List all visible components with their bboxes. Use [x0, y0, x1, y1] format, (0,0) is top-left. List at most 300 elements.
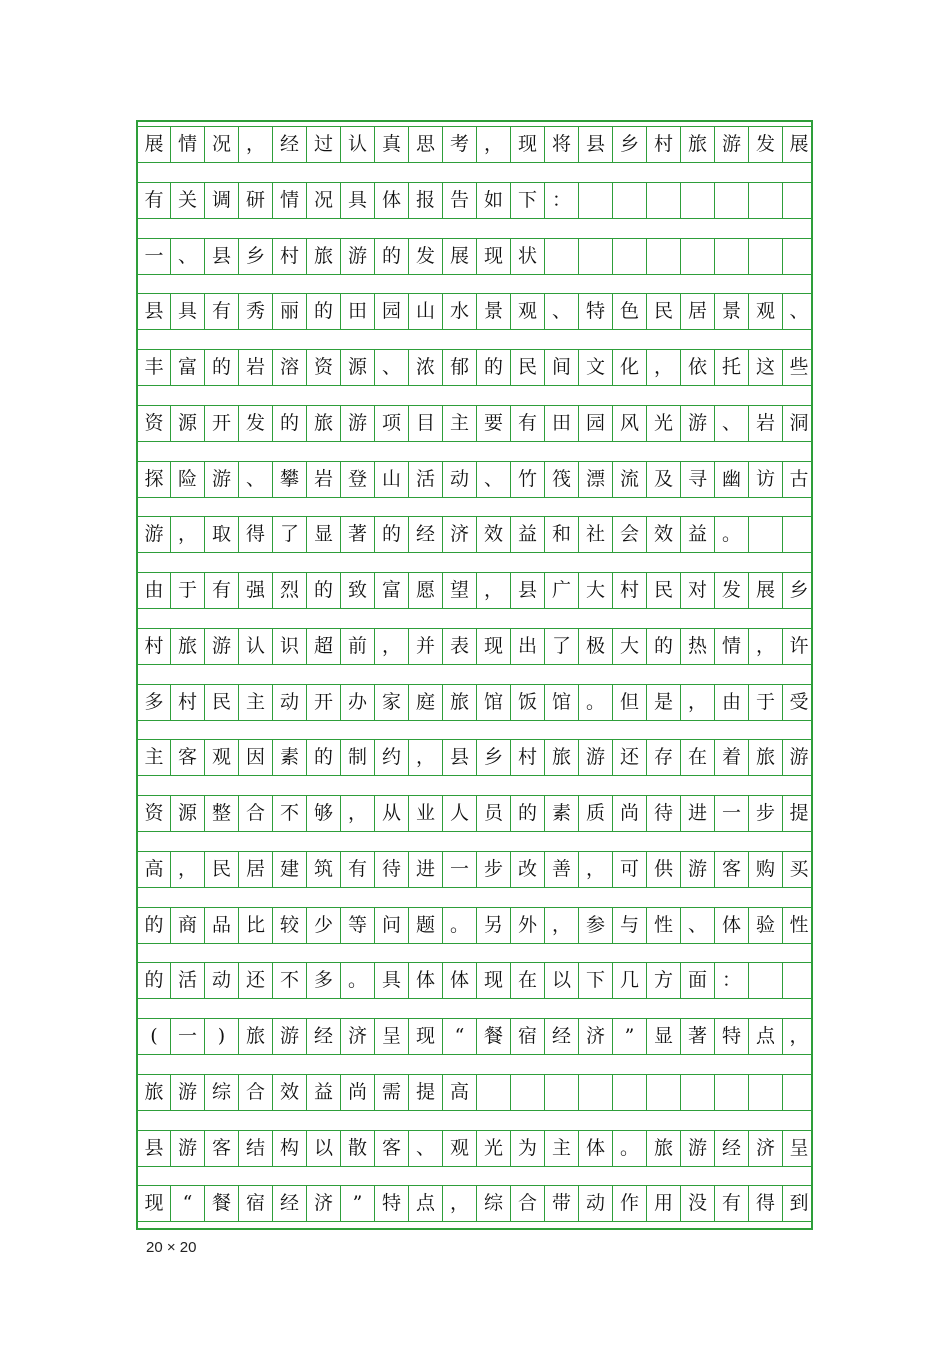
grid-cell: 尚 [341, 1075, 375, 1110]
grid-cell: 关 [171, 183, 205, 218]
grid-cell: 表 [443, 629, 477, 664]
grid-cell: ， [375, 629, 409, 664]
grid-cell: 、 [545, 294, 579, 329]
grid-cell: 风 [613, 406, 647, 441]
grid-cell: 旅 [749, 740, 783, 775]
grid-cell: 了 [545, 629, 579, 664]
grid-cell: 村 [613, 573, 647, 608]
grid-cell [681, 239, 715, 274]
grid-cell: 识 [273, 629, 307, 664]
grid-cell: 强 [239, 573, 273, 608]
grid-cell: 真 [375, 127, 409, 162]
grid-cell: 动 [443, 462, 477, 497]
grid-cell: 从 [375, 796, 409, 831]
grid-cell: ， [545, 908, 579, 943]
grid-cell: 色 [613, 294, 647, 329]
grid-cell: 、 [375, 350, 409, 385]
grid-cell: 烈 [273, 573, 307, 608]
grid-cell: 济 [579, 1019, 613, 1054]
grid-cell: 大 [579, 573, 613, 608]
grid-cell: 大 [613, 629, 647, 664]
grid-cell: 性 [789, 914, 809, 936]
grid-cell: ( [138, 1019, 171, 1054]
grid-cell [715, 183, 749, 218]
grid-cell: 动 [273, 685, 307, 720]
grid-cell: 饭 [511, 685, 545, 720]
grid-cell: 素 [545, 796, 579, 831]
grid-cell: 需 [375, 1075, 409, 1110]
grid-cell: 少 [307, 908, 341, 943]
grid-cell: 买 [789, 858, 809, 880]
grid-cell: ， [579, 852, 613, 887]
grid-cell: 主 [545, 1131, 579, 1166]
grid-cell: 探 [138, 462, 171, 497]
grid-cell: 旅 [138, 1075, 171, 1110]
grid-cell: 漂 [579, 462, 613, 497]
grid-cell: 现 [138, 1186, 171, 1221]
grid-cell: 、 [409, 1131, 443, 1166]
grid-cell: 岩 [239, 350, 273, 385]
grid-cell: 体 [579, 1131, 613, 1166]
grid-cell: 由 [138, 573, 171, 608]
grid-cell: 是 [647, 685, 681, 720]
grid-row [138, 907, 811, 944]
grid-cell: 许 [789, 635, 809, 657]
grid-row [138, 405, 811, 442]
grid-cell: 办 [341, 685, 375, 720]
grid-cell [613, 1075, 647, 1110]
grid-cell [477, 1075, 511, 1110]
grid-cell: 多 [307, 963, 341, 998]
grid-cell: 面 [681, 963, 715, 998]
grid-cell: 居 [239, 852, 273, 887]
grid-cell: 存 [647, 740, 681, 775]
grid-cell: 了 [273, 517, 307, 552]
grid-cell: 受 [789, 691, 809, 713]
grid-cell: 情 [171, 127, 205, 162]
grid-cell: 带 [545, 1186, 579, 1221]
grid-cell: 富 [171, 350, 205, 385]
grid-cell: 购 [749, 852, 783, 887]
grid-cell: 由 [715, 685, 749, 720]
grid-cell: 够 [307, 796, 341, 831]
grid-cell: 主 [443, 406, 477, 441]
grid-row [138, 684, 811, 721]
grid-cell: 发 [409, 239, 443, 274]
grid-cell: 丽 [273, 294, 307, 329]
grid-cell: 体 [409, 963, 443, 998]
grid-cell: 村 [138, 629, 171, 664]
grid-cell: 状 [511, 239, 545, 274]
grid-cell: 点 [749, 1019, 783, 1054]
grid-cell: 合 [511, 1186, 545, 1221]
grid-cell: 步 [477, 852, 511, 887]
grid-cell: 经 [273, 1186, 307, 1221]
grid-cell: 。 [613, 1131, 647, 1166]
grid-cell: 方 [647, 963, 681, 998]
grid-cell: 具 [341, 183, 375, 218]
grid-cell: 不 [273, 796, 307, 831]
grid-cell: 有 [205, 294, 239, 329]
grid-cell: 现 [511, 127, 545, 162]
grid-cell: 村 [647, 127, 681, 162]
grid-cell: 济 [749, 1131, 783, 1166]
grid-cell: 展 [749, 573, 783, 608]
grid-cell: 因 [239, 740, 273, 775]
grid-cell: 及 [647, 462, 681, 497]
grid-cell: 、 [171, 239, 205, 274]
grid-cell [613, 239, 647, 274]
grid-cell: 登 [341, 462, 375, 497]
grid-cell: 游 [341, 406, 375, 441]
grid-cell: 些 [789, 356, 809, 378]
grid-cell: 善 [545, 852, 579, 887]
grid-cell: 在 [511, 963, 545, 998]
grid-cell [749, 239, 783, 274]
grid-cell: 素 [273, 740, 307, 775]
grid-cell: 的 [477, 350, 511, 385]
grid-cell: 济 [443, 517, 477, 552]
grid-cell: 活 [409, 462, 443, 497]
grid-cell: 有 [205, 573, 239, 608]
grid-cell: 愿 [409, 573, 443, 608]
grid-cell: 取 [205, 517, 239, 552]
grid-cell: 观 [511, 294, 545, 329]
grid-cell: 以 [545, 963, 579, 998]
grid-cell: 要 [477, 406, 511, 441]
grid-cell: 一 [443, 852, 477, 887]
grid-cell: 望 [443, 573, 477, 608]
grid-cell: 构 [273, 1131, 307, 1166]
grid-cell: 供 [647, 852, 681, 887]
grid-cell [613, 183, 647, 218]
grid-cell: 化 [613, 350, 647, 385]
grid-cell: 郁 [443, 350, 477, 385]
grid-cell [681, 1075, 715, 1110]
grid-cell: 告 [443, 183, 477, 218]
grid-cell: 客 [171, 740, 205, 775]
grid-cell: 的 [273, 406, 307, 441]
grid-cell: 的 [307, 294, 341, 329]
grid-cell: ” [341, 1186, 375, 1221]
grid-cell: 特 [715, 1019, 749, 1054]
grid-cell: 下 [511, 183, 545, 218]
grid-cell: 山 [409, 294, 443, 329]
grid-cell: 访 [749, 462, 783, 497]
grid-cell: 餐 [477, 1019, 511, 1054]
grid-cell: 高 [138, 852, 171, 887]
grid-cell: 高 [443, 1075, 477, 1110]
grid-cell: 建 [273, 852, 307, 887]
grid-cell: ， [477, 127, 511, 162]
grid-cell: 认 [239, 629, 273, 664]
grid-cell: 光 [477, 1131, 511, 1166]
grid-cell: 溶 [273, 350, 307, 385]
grid-cell: 益 [681, 517, 715, 552]
grid-row [138, 349, 811, 386]
grid-cell: 报 [409, 183, 443, 218]
grid-cell: 情 [273, 183, 307, 218]
grid-cell: 济 [341, 1019, 375, 1054]
grid-cell: 体 [715, 908, 749, 943]
grid-cell: 旅 [239, 1019, 273, 1054]
grid-cell: 品 [205, 908, 239, 943]
grid-cell: 质 [579, 796, 613, 831]
grid-cell: ： [715, 963, 749, 998]
grid-cell: 有 [715, 1186, 749, 1221]
grid-cell: 对 [681, 573, 715, 608]
grid-row [138, 1185, 811, 1222]
manuscript-grid [136, 120, 813, 1230]
grid-row [138, 739, 811, 776]
grid-cell: 经 [545, 1019, 579, 1054]
grid-cell: ， [239, 127, 273, 162]
grid-cell: 合 [239, 1075, 273, 1110]
grid-cell: 有 [138, 183, 171, 218]
grid-cell: 筑 [307, 852, 341, 887]
grid-cell: 幽 [715, 462, 749, 497]
grid-cell: 有 [341, 852, 375, 887]
grid-cell: 一 [715, 796, 749, 831]
grid-cell: 具 [171, 294, 205, 329]
grid-cell: 散 [341, 1131, 375, 1166]
grid-cell: 乡 [239, 239, 273, 274]
grid-cell: 县 [511, 573, 545, 608]
grid-cell [579, 239, 613, 274]
grid-cell: 源 [171, 406, 205, 441]
grid-cell: “ [171, 1186, 205, 1221]
grid-cell: 村 [511, 740, 545, 775]
grid-cell: 待 [375, 852, 409, 887]
grid-cell: 、 [789, 300, 809, 322]
grid-cell: 观 [749, 294, 783, 329]
grid-cell: 将 [545, 127, 579, 162]
grid-cell: ， [443, 1186, 477, 1221]
grid-cell: 岩 [749, 406, 783, 441]
grid-cell: 的 [375, 517, 409, 552]
grid-cell: 外 [511, 908, 545, 943]
grid-cell: 乡 [789, 579, 809, 601]
grid-cell: 间 [545, 350, 579, 385]
grid-cell: 济 [307, 1186, 341, 1221]
grid-row [138, 628, 811, 665]
grid-cell: 一 [171, 1019, 205, 1054]
grid-cell: 民 [205, 685, 239, 720]
grid-cell: 进 [681, 796, 715, 831]
grid-cell: 游 [579, 740, 613, 775]
grid-cell: 源 [171, 796, 205, 831]
grid-cell: 作 [613, 1186, 647, 1221]
grid-row [138, 238, 811, 275]
grid-cell: 。 [579, 685, 613, 720]
grid-cell: 活 [171, 963, 205, 998]
grid-row [138, 962, 811, 999]
grid-cell: 呈 [375, 1019, 409, 1054]
grid-cell: 源 [341, 350, 375, 385]
grid-cell: 研 [239, 183, 273, 218]
grid-cell: 流 [613, 462, 647, 497]
grid-cell: 体 [443, 963, 477, 998]
grid-cell: 制 [341, 740, 375, 775]
grid-cell: 景 [477, 294, 511, 329]
grid-cell: 现 [477, 239, 511, 274]
grid-cell: 的 [138, 963, 171, 998]
grid-cell [783, 963, 815, 998]
grid-cell: 客 [375, 1131, 409, 1166]
grid-row [138, 182, 811, 219]
grid-cell: 认 [341, 127, 375, 162]
grid-cell: 的 [511, 796, 545, 831]
grid-cell: 点 [409, 1186, 443, 1221]
grid-cell: 另 [477, 908, 511, 943]
grid-cell: 发 [239, 406, 273, 441]
grid-cell: 文 [579, 350, 613, 385]
grid-cell [783, 1075, 815, 1110]
grid-cell: 验 [749, 908, 783, 943]
grid-cell: 几 [613, 963, 647, 998]
grid-cell: 、 [681, 908, 715, 943]
grid-cell: 县 [138, 1131, 171, 1166]
grid-cell [715, 239, 749, 274]
grid-cell: ， [749, 629, 783, 664]
grid-cell: 旅 [443, 685, 477, 720]
grid-row [138, 461, 811, 498]
grid-cell: 客 [205, 1131, 239, 1166]
grid-cell: 乡 [613, 127, 647, 162]
grid-cell: 显 [307, 517, 341, 552]
grid-cell: 游 [681, 852, 715, 887]
grid-cell: 步 [749, 796, 783, 831]
grid-cell: 旅 [545, 740, 579, 775]
grid-cell: 开 [205, 406, 239, 441]
grid-cell: 整 [205, 796, 239, 831]
grid-cell: 效 [273, 1075, 307, 1110]
grid-cell: ” [613, 1019, 647, 1054]
grid-cell: 攀 [273, 462, 307, 497]
grid-cell: 业 [409, 796, 443, 831]
grid-cell: 游 [341, 239, 375, 274]
grid-cell: 项 [375, 406, 409, 441]
grid-cell: 展 [138, 127, 171, 162]
grid-cell: 并 [409, 629, 443, 664]
grid-row [138, 126, 811, 163]
grid-cell: 旅 [647, 1131, 681, 1166]
grid-cell [579, 1075, 613, 1110]
grid-cell: 岩 [307, 462, 341, 497]
grid-cell [783, 239, 815, 274]
grid-cell: 资 [307, 350, 341, 385]
grid-cell: 效 [477, 517, 511, 552]
grid-cell [647, 1075, 681, 1110]
grid-cell [749, 1075, 783, 1110]
grid-cell: 的 [647, 629, 681, 664]
grid-cell: 民 [205, 852, 239, 887]
grid-cell: 问 [375, 908, 409, 943]
grid-cell: 进 [409, 852, 443, 887]
grid-cell: 县 [443, 740, 477, 775]
grid-cell [579, 183, 613, 218]
grid-cell [783, 517, 815, 552]
grid-cell: 筏 [545, 462, 579, 497]
grid-cell: 一 [138, 239, 171, 274]
grid-row [138, 1018, 811, 1055]
grid-cell: 尚 [613, 796, 647, 831]
grid-cell: 富 [375, 573, 409, 608]
grid-cell: 过 [307, 127, 341, 162]
grid-cell: 的 [307, 573, 341, 608]
grid-cell: 餐 [205, 1186, 239, 1221]
grid-cell: 、 [477, 462, 511, 497]
grid-cell: 著 [681, 1019, 715, 1054]
grid-cell: 益 [511, 517, 545, 552]
grid-cell: 民 [647, 294, 681, 329]
grid-cell: 。 [715, 517, 749, 552]
grid-cell: ， [171, 852, 205, 887]
grid-cell: 广 [545, 573, 579, 608]
grid-cell: 出 [511, 629, 545, 664]
grid-cell: 商 [171, 908, 205, 943]
grid-cell: 动 [579, 1186, 613, 1221]
grid-cell: 可 [613, 852, 647, 887]
grid-cell: 游 [681, 1131, 715, 1166]
grid-cell: 旅 [171, 629, 205, 664]
grid-cell: 改 [511, 852, 545, 887]
grid-cell: ： [545, 183, 579, 218]
grid-cell: 提 [789, 802, 809, 824]
grid-cell: 旅 [307, 406, 341, 441]
grid-cell: 田 [545, 406, 579, 441]
grid-cell: 光 [647, 406, 681, 441]
grid-cell [749, 963, 783, 998]
grid-cell: 水 [443, 294, 477, 329]
grid-cell: 于 [171, 573, 205, 608]
grid-cell: 的 [375, 239, 409, 274]
grid-cell: 资 [138, 796, 171, 831]
grid-cell: 经 [409, 517, 443, 552]
grid-cell: ， [409, 740, 443, 775]
grid-cell: 比 [239, 908, 273, 943]
grid-cell [647, 183, 681, 218]
grid-cell: 居 [681, 294, 715, 329]
grid-cell: 社 [579, 517, 613, 552]
grid-cell: 观 [205, 740, 239, 775]
grid-cell: 为 [511, 1131, 545, 1166]
grid-cell: 主 [138, 740, 171, 775]
grid-cell: 秀 [239, 294, 273, 329]
grid-cell: 开 [307, 685, 341, 720]
grid-cell: 园 [375, 294, 409, 329]
grid-cell: 得 [749, 1186, 783, 1221]
grid-cell: 员 [477, 796, 511, 831]
grid-row [138, 516, 811, 553]
grid-cell: 山 [375, 462, 409, 497]
grid-cell: 景 [715, 294, 749, 329]
grid-cell: 等 [341, 908, 375, 943]
grid-cell: 呈 [789, 1137, 809, 1159]
grid-cell: 综 [205, 1075, 239, 1110]
grid-cell [511, 1075, 545, 1110]
grid-cell: ， [171, 517, 205, 552]
grid-cell: ， [647, 350, 681, 385]
grid-cell: 多 [138, 685, 171, 720]
grid-cell: 况 [205, 127, 239, 162]
grid-cell [715, 1075, 749, 1110]
grid-cell: 还 [239, 963, 273, 998]
grid-cell: 思 [409, 127, 443, 162]
grid-cell: 会 [613, 517, 647, 552]
grid-cell: 用 [647, 1186, 681, 1221]
grid-cell: 现 [477, 629, 511, 664]
